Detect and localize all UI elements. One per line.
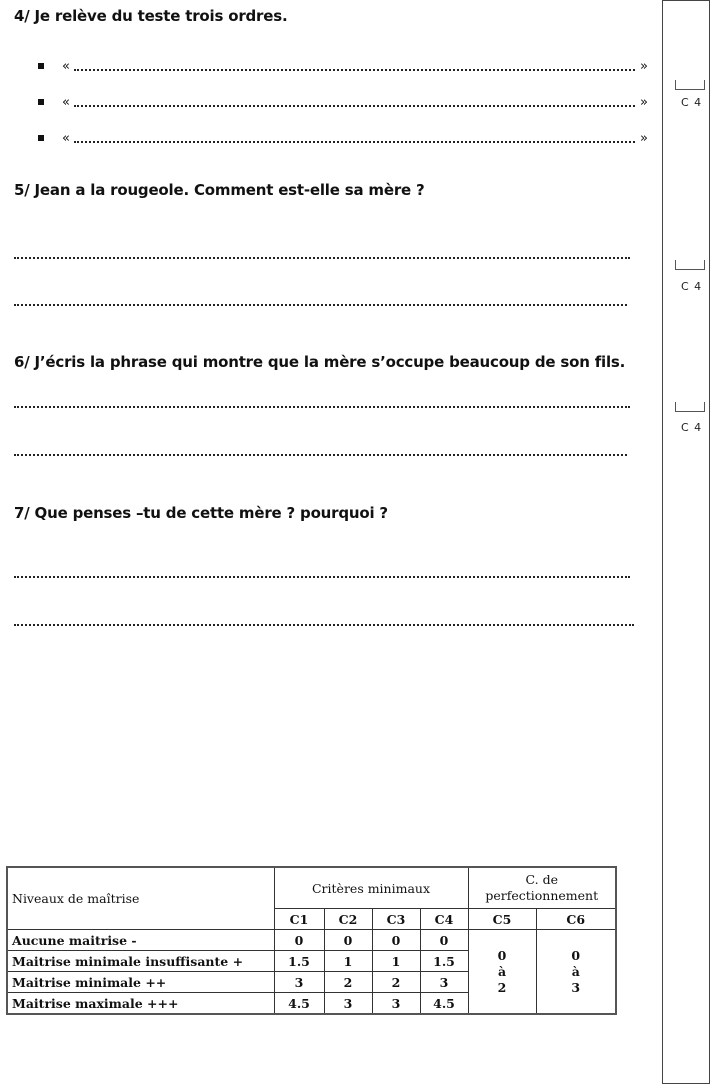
col-header-c5: C5: [468, 909, 536, 930]
score-label-1: C 4: [681, 96, 703, 109]
c5-range-cell: [468, 930, 536, 1015]
c5-from: 0: [497, 947, 507, 963]
header-perfection-criteria: C. de perfectionnement: [468, 867, 616, 909]
question-6-title: 6/ J’écris la phrase qui montre que la mère s’occupe beaucoup de son fils.: [14, 353, 626, 371]
answer-line-q5-2[interactable]: [14, 304, 627, 306]
level-label: Maitrise minimale ++: [7, 972, 274, 993]
close-quote: »: [640, 95, 648, 110]
header-levels: Niveaux de maîtrise: [7, 867, 274, 930]
order-answer-3[interactable]: [38, 130, 648, 146]
score-label-2: C 4: [681, 280, 703, 293]
score-cell: 1.5: [274, 951, 324, 972]
level-label: Maitrise maximale +++: [7, 993, 274, 1015]
score-cell: 1.5: [420, 951, 468, 972]
open-quote: «: [62, 131, 70, 146]
c6-from: 0: [571, 947, 581, 963]
close-quote: »: [640, 59, 648, 74]
score-cell: 1: [324, 951, 372, 972]
score-box-1[interactable]: [675, 80, 705, 90]
c5-to: 2: [497, 979, 507, 995]
dotted-answer-line[interactable]: [74, 105, 635, 107]
question-7-title: 7/ Que penses –tu de cette mère ? pourquoi ?: [14, 504, 388, 522]
score-cell: 3: [372, 993, 420, 1015]
answer-line-q7-1[interactable]: [14, 576, 630, 578]
score-cell: 3: [420, 972, 468, 993]
question-4-title: 4/ Je relève du teste trois ordres.: [14, 7, 288, 25]
dotted-answer-line[interactable]: [74, 141, 635, 143]
score-cell: 3: [324, 993, 372, 1015]
level-label: Aucune maitrise -: [7, 930, 274, 951]
score-cell: 1: [372, 951, 420, 972]
score-cell: 2: [372, 972, 420, 993]
col-header-c6: C6: [536, 909, 616, 930]
score-cell: 0: [274, 930, 324, 951]
score-cell: 0: [324, 930, 372, 951]
answer-line-q6-2[interactable]: [14, 454, 627, 456]
square-bullet-icon: [38, 63, 44, 69]
score-cell: 0: [420, 930, 468, 951]
square-bullet-icon: [38, 99, 44, 105]
score-label-3: C 4: [681, 421, 703, 434]
score-cell: 0: [372, 930, 420, 951]
table-row: [7, 930, 616, 951]
open-quote: «: [62, 59, 70, 74]
score-box-3[interactable]: [675, 402, 705, 412]
order-answer-1[interactable]: [38, 58, 648, 74]
col-header-c1: C1: [274, 909, 324, 930]
open-quote: «: [62, 95, 70, 110]
score-cell: 4.5: [274, 993, 324, 1015]
close-quote: »: [640, 131, 648, 146]
order-answer-2[interactable]: [38, 94, 648, 110]
dotted-answer-line[interactable]: [74, 69, 635, 71]
c6-to: 3: [571, 979, 581, 995]
grading-table: [6, 866, 617, 1015]
c5-sep: à: [497, 963, 507, 979]
answer-line-q6-1[interactable]: [14, 406, 630, 408]
square-bullet-icon: [38, 135, 44, 141]
score-cell: 3: [274, 972, 324, 993]
score-margin-column: [662, 0, 710, 1084]
answer-line-q7-2[interactable]: [14, 624, 634, 626]
c6-range-cell: [536, 930, 616, 1015]
question-5-title: 5/ Jean a la rougeole. Comment est-elle sa mère ?: [14, 181, 425, 199]
header-minimal-criteria: Critères minimaux: [274, 867, 468, 909]
level-label: Maitrise minimale insuffisante +: [7, 951, 274, 972]
col-header-c3: C3: [372, 909, 420, 930]
col-header-c2: C2: [324, 909, 372, 930]
score-box-2[interactable]: [675, 260, 705, 270]
c6-sep: à: [571, 963, 580, 979]
score-cell: 2: [324, 972, 372, 993]
score-cell: 4.5: [420, 993, 468, 1015]
answer-line-q5-1[interactable]: [14, 257, 630, 259]
col-header-c4: C4: [420, 909, 468, 930]
